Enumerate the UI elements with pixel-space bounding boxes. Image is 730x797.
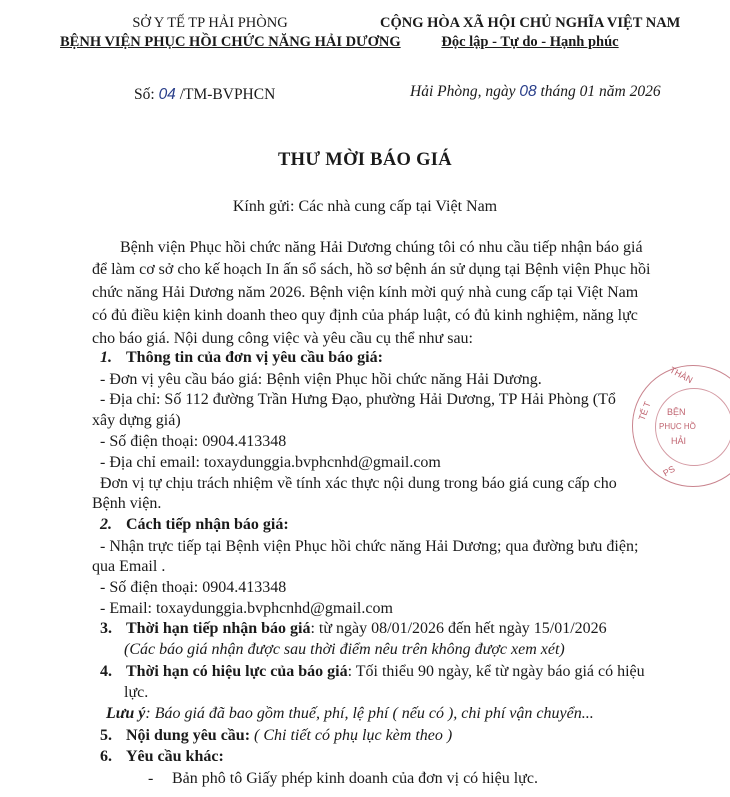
section-1-line-4: - Số điện thoại: 0904.413348 (100, 433, 287, 450)
country-motto: Độc lập - Tự do - Hạnh phúc (441, 34, 619, 50)
section-6-item-text: Bản phô tô Giấy phép kinh doanh của đơn vị có hiệu lực. (172, 770, 538, 787)
section-1-line-5: - Địa chỉ email: toxaydunggia.bvphcnhd@gmail.com (100, 454, 441, 471)
stamp-arc-top: THÀN (668, 364, 695, 386)
stamp-arc-bottom: PS (661, 463, 677, 479)
agency-name: SỞ Y TẾ TP HẢI PHÒNG (132, 15, 288, 31)
section-3-text: : từ ngày 08/01/2026 đến hết ngày 15/01/2026 (310, 620, 607, 637)
doc-no-handwritten: 04 (158, 86, 176, 103)
date-suffix: tháng 01 năm 2026 (540, 83, 661, 100)
intro-line-4: có đủ điều kiện kinh doanh theo quy định của pháp luật, có đủ kinh nghiệm, năng lực (92, 307, 638, 324)
stamp-line-2: PHỤC HỒ (659, 422, 696, 431)
section-5-title: Nội dung yêu cầu: (126, 727, 251, 744)
doc-no-suffix: /TM-BVPHCN (179, 86, 276, 103)
section-2-line-3: - Số điện thoại: 0904.413348 (100, 579, 287, 596)
section-3-heading (100, 620, 607, 638)
stamp-line-1: BỆN (667, 407, 686, 417)
note-text: : Báo giá đã bao gồm thuế, phí, lệ phí ( nếu có ), chi phí vận chuyển... (145, 705, 594, 722)
intro-line-5: cho báo giá. Nội dung công việc và yêu cầu cụ thể như sau: (92, 330, 473, 347)
hospital-name: BỆNH VIỆN PHỤC HỒI CHỨC NĂNG HẢI DƯƠNG (60, 34, 401, 50)
note-label: Lưu ý (106, 705, 146, 722)
date-prefix: Hải Phòng, ngày (410, 83, 516, 100)
document-date (410, 83, 661, 101)
date-day-handwritten: 08 (519, 83, 537, 100)
section-6-number: 6. (100, 748, 112, 765)
country-name: CỘNG HÒA XÃ HỘI CHỦ NGHĨA VIỆT NAM (380, 15, 681, 31)
section-6-heading (100, 748, 224, 766)
section-4-text: : Tối thiểu 90 ngày, kể từ ngày báo giá có hiệu (347, 663, 645, 680)
intro-line-3: chức năng Hải Dương năm 2026. Bệnh viện kính mời quý nhà cung cấp tại Việt Nam (92, 284, 639, 301)
section-2-line-1: - Nhận trực tiếp tại Bệnh viện Phục hồi chức năng Hải Dương; qua đường bưu điện; (100, 538, 639, 555)
section-4-title: Thời hạn có hiệu lực của báo giá (126, 663, 348, 680)
section-3-note: (Các báo giá nhận được sau thời điểm nêu trên không được xem xét) (124, 641, 565, 658)
section-1-line-7: Bệnh viện. (92, 495, 162, 512)
doc-no-prefix: Số: (134, 86, 155, 103)
section-3-number: 3. (100, 620, 112, 637)
bullet-dash: - (148, 770, 154, 787)
section-4-number: 4. (100, 663, 112, 680)
section-3-title: Thời hạn tiếp nhận báo giá (126, 620, 311, 637)
section-5-number: 5. (100, 727, 112, 744)
document-number (134, 86, 275, 104)
section-1-line-3: xây dựng giá) (92, 412, 181, 429)
section-2-number: 2. (100, 516, 112, 533)
document-title: THƯ MỜI BÁO GIÁ (278, 150, 452, 170)
section-4-text-cont: lực. (124, 684, 149, 701)
section-6-item (148, 770, 538, 788)
recipient-line: Kính gửi: Các nhà cung cấp tại Việt Nam (232, 198, 498, 215)
section-1-title: Thông tin của đơn vị yêu cầu báo giá: (126, 349, 383, 366)
section-1-line-6: Đơn vị tự chịu trách nhiệm về tính xác thực nội dung trong báo giá cung cấp cho (100, 475, 617, 492)
section-2-heading (100, 516, 289, 534)
section-1-number: 1. (100, 349, 112, 366)
section-5-text: ( Chi tiết có phụ lục kèm theo ) (254, 727, 453, 744)
stamp-arc-left: TẾ T (636, 400, 653, 422)
section-6-title: Yêu cầu khác: (126, 748, 224, 765)
section-1-line-2: - Địa chỉ: Số 112 đường Trần Hưng Đạo, phường Hải Dương, TP Hải Phòng (Tổ (100, 391, 616, 408)
official-stamp (632, 365, 730, 487)
stamp-line-3: HẢI (671, 436, 687, 446)
section-2-line-4: - Email: toxaydunggia.bvphcnhd@gmail.com (100, 600, 393, 617)
section-4-heading (100, 663, 645, 681)
intro-line-2: để làm cơ sở cho kế hoạch In ấn sổ sách, hồ sơ bệnh án sử dụng tại Bệnh viện Phục hồi (92, 261, 651, 278)
section-2-title: Cách tiếp nhận báo giá: (126, 516, 289, 533)
section-1-line-1: - Đơn vị yêu cầu báo giá: Bệnh viện Phục hồi chức năng Hải Dương. (100, 371, 542, 388)
section-1-heading (100, 349, 383, 367)
intro-line-1: Bệnh viện Phục hồi chức năng Hải Dương chúng tôi có nhu cầu tiếp nhận báo giá (120, 239, 643, 256)
section-4-note (106, 705, 594, 723)
section-5-heading (100, 727, 452, 745)
section-2-line-2: qua Email . (92, 558, 166, 575)
